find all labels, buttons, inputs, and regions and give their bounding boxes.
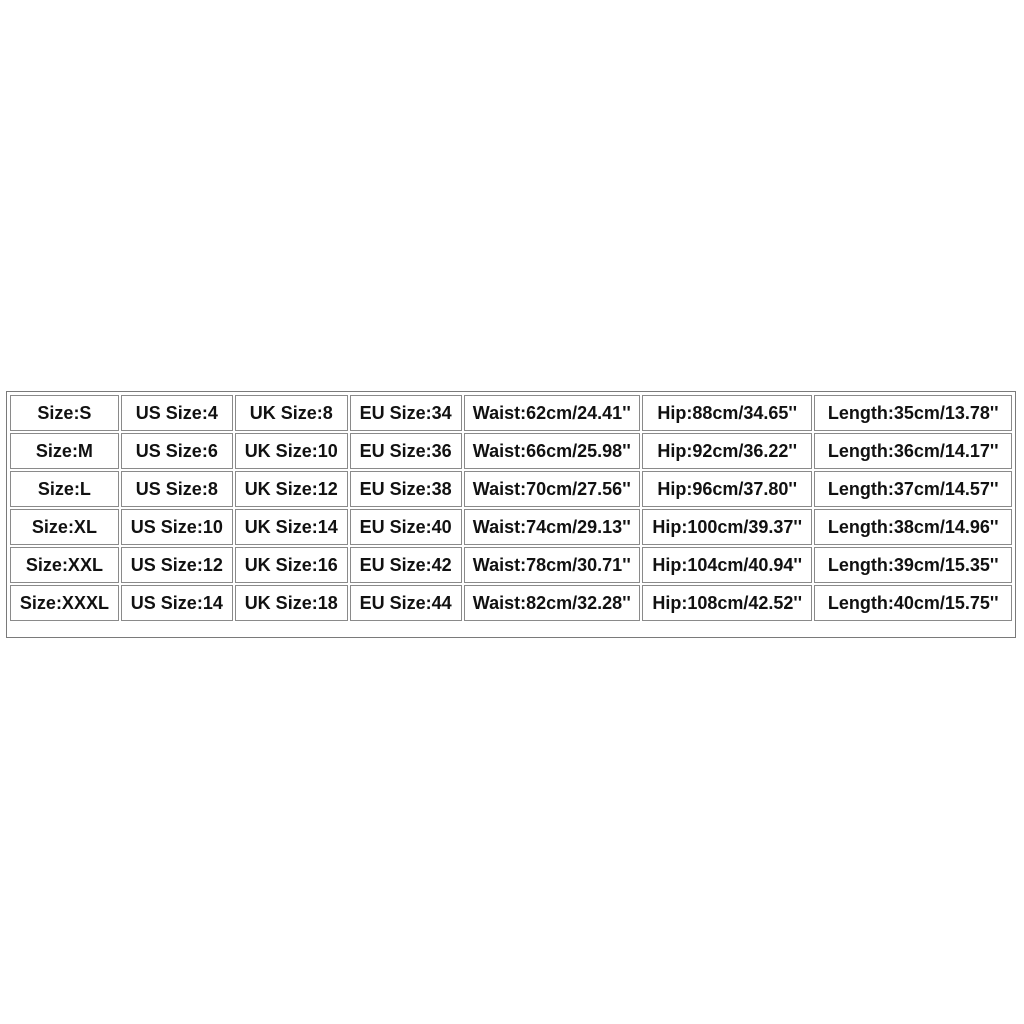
eu-size-cell: EU Size:40 <box>350 509 462 545</box>
table-row <box>10 585 1012 621</box>
size-cell: Size:L <box>10 471 119 507</box>
eu-size-cell: EU Size:42 <box>350 547 462 583</box>
size-cell: Size:XXXL <box>10 585 119 621</box>
hip-cell: Hip:100cm/39.37'' <box>642 509 812 545</box>
table-row <box>10 433 1012 469</box>
us-size-cell: US Size:8 <box>121 471 233 507</box>
length-cell: Length:40cm/15.75'' <box>814 585 1012 621</box>
table-row <box>10 547 1012 583</box>
uk-size-cell: UK Size:18 <box>235 585 348 621</box>
uk-size-cell: UK Size:8 <box>235 395 348 431</box>
length-cell: Length:36cm/14.17'' <box>814 433 1012 469</box>
hip-cell: Hip:92cm/36.22'' <box>642 433 812 469</box>
uk-size-cell: UK Size:12 <box>235 471 348 507</box>
hip-cell: Hip:96cm/37.80'' <box>642 471 812 507</box>
waist-cell: Waist:66cm/25.98'' <box>464 433 640 469</box>
waist-cell: Waist:74cm/29.13'' <box>464 509 640 545</box>
length-cell: Length:39cm/15.35'' <box>814 547 1012 583</box>
hip-cell: Hip:108cm/42.52'' <box>642 585 812 621</box>
waist-cell: Waist:62cm/24.41'' <box>464 395 640 431</box>
table-row <box>10 509 1012 545</box>
table-row <box>10 395 1012 431</box>
uk-size-cell: UK Size:10 <box>235 433 348 469</box>
table-row <box>10 471 1012 507</box>
us-size-cell: US Size:4 <box>121 395 233 431</box>
length-cell: Length:38cm/14.96'' <box>814 509 1012 545</box>
us-size-cell: US Size:6 <box>121 433 233 469</box>
uk-size-cell: UK Size:16 <box>235 547 348 583</box>
hip-cell: Hip:88cm/34.65'' <box>642 395 812 431</box>
size-chart <box>6 391 1016 638</box>
waist-cell: Waist:70cm/27.56'' <box>464 471 640 507</box>
size-cell: Size:XL <box>10 509 119 545</box>
length-cell: Length:37cm/14.57'' <box>814 471 1012 507</box>
waist-cell: Waist:82cm/32.28'' <box>464 585 640 621</box>
us-size-cell: US Size:12 <box>121 547 233 583</box>
size-cell: Size:S <box>10 395 119 431</box>
eu-size-cell: EU Size:38 <box>350 471 462 507</box>
size-cell: Size:M <box>10 433 119 469</box>
size-cell: Size:XXL <box>10 547 119 583</box>
hip-cell: Hip:104cm/40.94'' <box>642 547 812 583</box>
eu-size-cell: EU Size:34 <box>350 395 462 431</box>
length-cell: Length:35cm/13.78'' <box>814 395 1012 431</box>
us-size-cell: US Size:14 <box>121 585 233 621</box>
size-chart-table <box>8 393 1014 623</box>
uk-size-cell: UK Size:14 <box>235 509 348 545</box>
us-size-cell: US Size:10 <box>121 509 233 545</box>
eu-size-cell: EU Size:44 <box>350 585 462 621</box>
waist-cell: Waist:78cm/30.71'' <box>464 547 640 583</box>
eu-size-cell: EU Size:36 <box>350 433 462 469</box>
